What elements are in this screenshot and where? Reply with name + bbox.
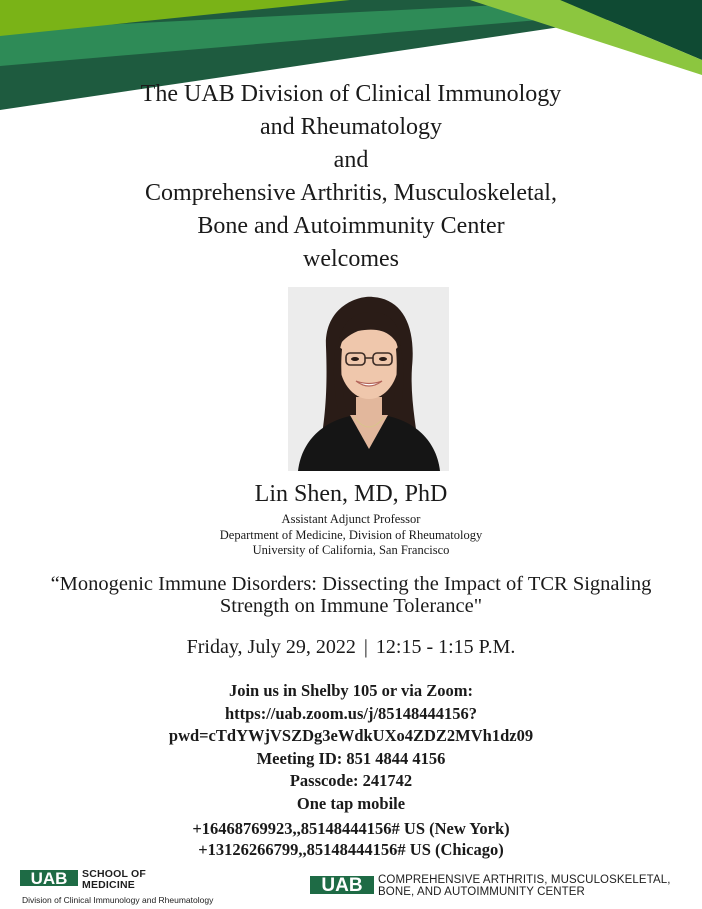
host-line-3: and (333, 147, 369, 173)
host-line-5: Bone and Autoimmunity Center (197, 213, 505, 239)
zoom-link-line-1[interactable]: https://uab.zoom.us/j/85148444156? (224, 703, 478, 723)
division-text: Division of Clinical Immunology and Rheumatology (22, 895, 214, 905)
talk-title-line-1: “Monogenic Immune Disorders: Dissecting the Impact of TCR Signaling (50, 573, 652, 595)
event-date: Friday, July 29, 2022 (186, 636, 356, 658)
event-datetime (0, 633, 702, 661)
school-line-2: MEDICINE (82, 879, 135, 891)
uab-logo-mark-right (310, 872, 374, 898)
center-line-2: BONE, AND AUTOIMMUNITY CENTER (378, 886, 585, 898)
speaker-department: Department of Medicine, Division of Rheumatology (219, 527, 483, 542)
one-tap-label: One tap mobile (296, 793, 406, 813)
join-details (0, 680, 702, 815)
speaker-info (0, 512, 702, 559)
join-location: Join us in Shelby 105 or via Zoom: (228, 681, 474, 700)
speaker-portrait-illustration (288, 287, 449, 471)
speaker-photo (288, 287, 449, 471)
talk-title (20, 573, 682, 617)
event-separator: | (363, 636, 368, 658)
phone-numbers (0, 818, 702, 860)
uab-mark-right-text: UAB (321, 875, 363, 896)
host-line-2: and Rheumatology (260, 114, 442, 140)
meeting-id: Meeting ID: 851 4844 4156 (256, 748, 446, 768)
uab-logo-mark-left (20, 866, 78, 890)
center-name-text (378, 874, 671, 898)
phone-chicago[interactable]: +13126266799,,85148444156# US (Chicago) (198, 840, 504, 859)
event-time: 12:15 - 1:15 P.M. (375, 636, 516, 658)
phone-new-york[interactable]: +16468769923,,85148444156# US (New York) (192, 819, 510, 838)
host-line-6: welcomes (303, 246, 399, 272)
host-line-4: Comprehensive Arthritis, Musculoskeletal, (145, 180, 557, 206)
comprehensive-center-logo (310, 872, 695, 902)
zoom-link-line-2[interactable]: pwd=cTdYWjVSZDg3eWdkUXo4ZDZ2MVh1dz09 (168, 726, 534, 745)
host-line-1: The UAB Division of Clinical Immunology (140, 81, 562, 107)
passcode: Passcode: 241742 (289, 771, 413, 790)
center-line-1: COMPREHENSIVE ARTHRITIS, MUSCULOSKELETAL, (378, 874, 671, 886)
speaker-institution: University of California, San Francisco (252, 543, 450, 557)
talk-title-line-2: Strength on Immune Tolerance" (219, 595, 483, 617)
school-line-1: SCHOOL OF (82, 868, 147, 880)
host-block (0, 78, 702, 276)
speaker-name: Lin Shen, MD, PhD (254, 481, 448, 507)
school-of-medicine-text (82, 869, 146, 891)
speaker-title: Assistant Adjunct Professor (281, 512, 421, 526)
uab-mark-left-text: UAB (30, 869, 68, 888)
uab-school-of-medicine-logo (20, 866, 250, 906)
